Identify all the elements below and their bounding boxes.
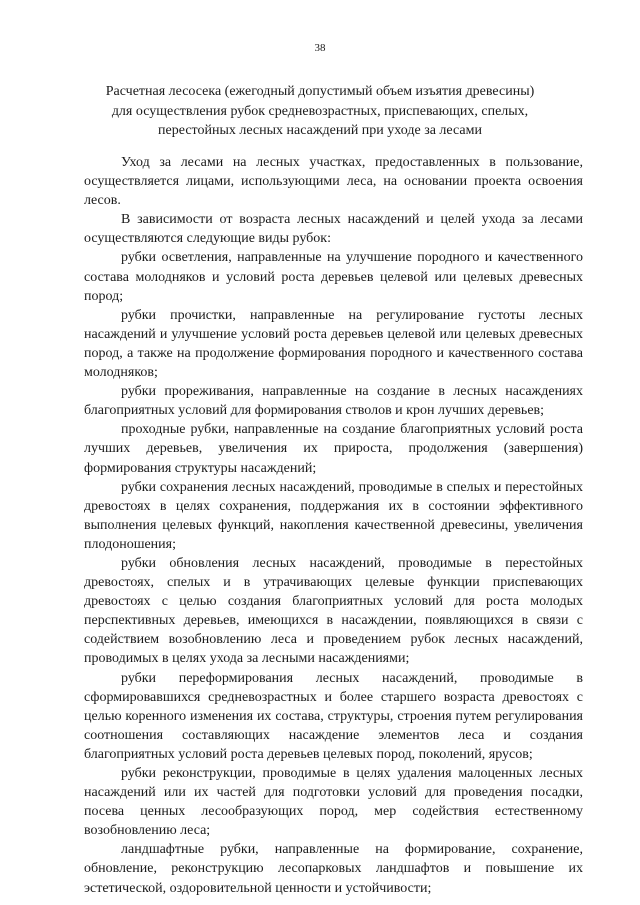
paragraph: рубки осветления, направленные на улучшение породного и качественного состава молодняков и условий роста деревьев целевой или целевых древесных пород;	[84, 250, 583, 304]
body-text	[84, 153, 583, 898]
paragraph: В зависимости от возраста лесных насаждений и целей ухода за лесами осуществляются следующие виды рубок:	[84, 212, 583, 247]
paragraph: рубки переформирования лесных насаждений, проводимые в сформировавшихся средневозрастных и более старшего возраста древостоях с целью коренного изменения их состава, структуры, строения путем регулирования соотношения составляющих насаждение элементов леса и создания благоприятных условий роста деревьев целевых пород, поколений, ярусов;	[84, 670, 583, 762]
paragraph: рубки реконструкции, проводимые в целях удаления малоценных лесных насаждений или их частей для подготовки условий для проведения посадки, посева ценных лесообразующих пород, мер содействия естественному возобновлению леса;	[84, 766, 583, 839]
paragraph: проходные рубки, направленные на создание благоприятных условий роста лучших деревьев, увеличения их прироста, продолжения (завершения) формирования структуры насаждений;	[84, 422, 583, 476]
section-heading: Расчетная лесосека (ежегодный допустимый объем изъятия древесины) для осуществления рубок средневозрастных, приспевающих, спелых, перестойных лесных насаждений при уходе за лесами	[105, 84, 535, 138]
paragraph: рубки сохранения лесных насаждений, проводимые в спелых и перестойных древостоях в целях сохранения, поддержания их в состоянии эффективного выполнения целевых функций, накопления качественной древесины, увеличения плодоношения;	[84, 479, 583, 552]
paragraph: Уход за лесами на лесных участках, предоставленных в пользование, осуществляется лицами, использующими леса, на основании проекта освоения лесов.	[84, 155, 583, 209]
page-number: 38	[314, 42, 326, 54]
paragraph: рубки прочистки, направленные на регулирование густоты лесных насаждений и улучшение условий роста деревьев целевой или целевых древесных пород, а также на продолжение формирования породного и качественного состава молодняков;	[84, 307, 583, 381]
paragraph: рубки обновления лесных насаждений, проводимые в перестойных древостоях, спелых и в утрачивающих целевые функции приспевающих древостоях с целью создания благоприятных условий для роста молодых перспективных деревьев, имеющихся в насаждении, появляющихся в связи с содействием возобновлению леса и проведением рубок лесных насаждений, проводимых в целях ухода за лесными насаждениями;	[84, 555, 583, 667]
paragraph: ландшафтные рубки, направленные на формирование, сохранение, обновление, реконструкцию лесопарковых ландшафтов и повышение их эстетической, оздоровительной ценности и устойчивости;	[84, 842, 583, 896]
paragraph: рубки прореживания, направленные на создание в лесных насаждениях благоприятных условий для формирования стволов и крон лучших деревьев;	[84, 384, 583, 419]
